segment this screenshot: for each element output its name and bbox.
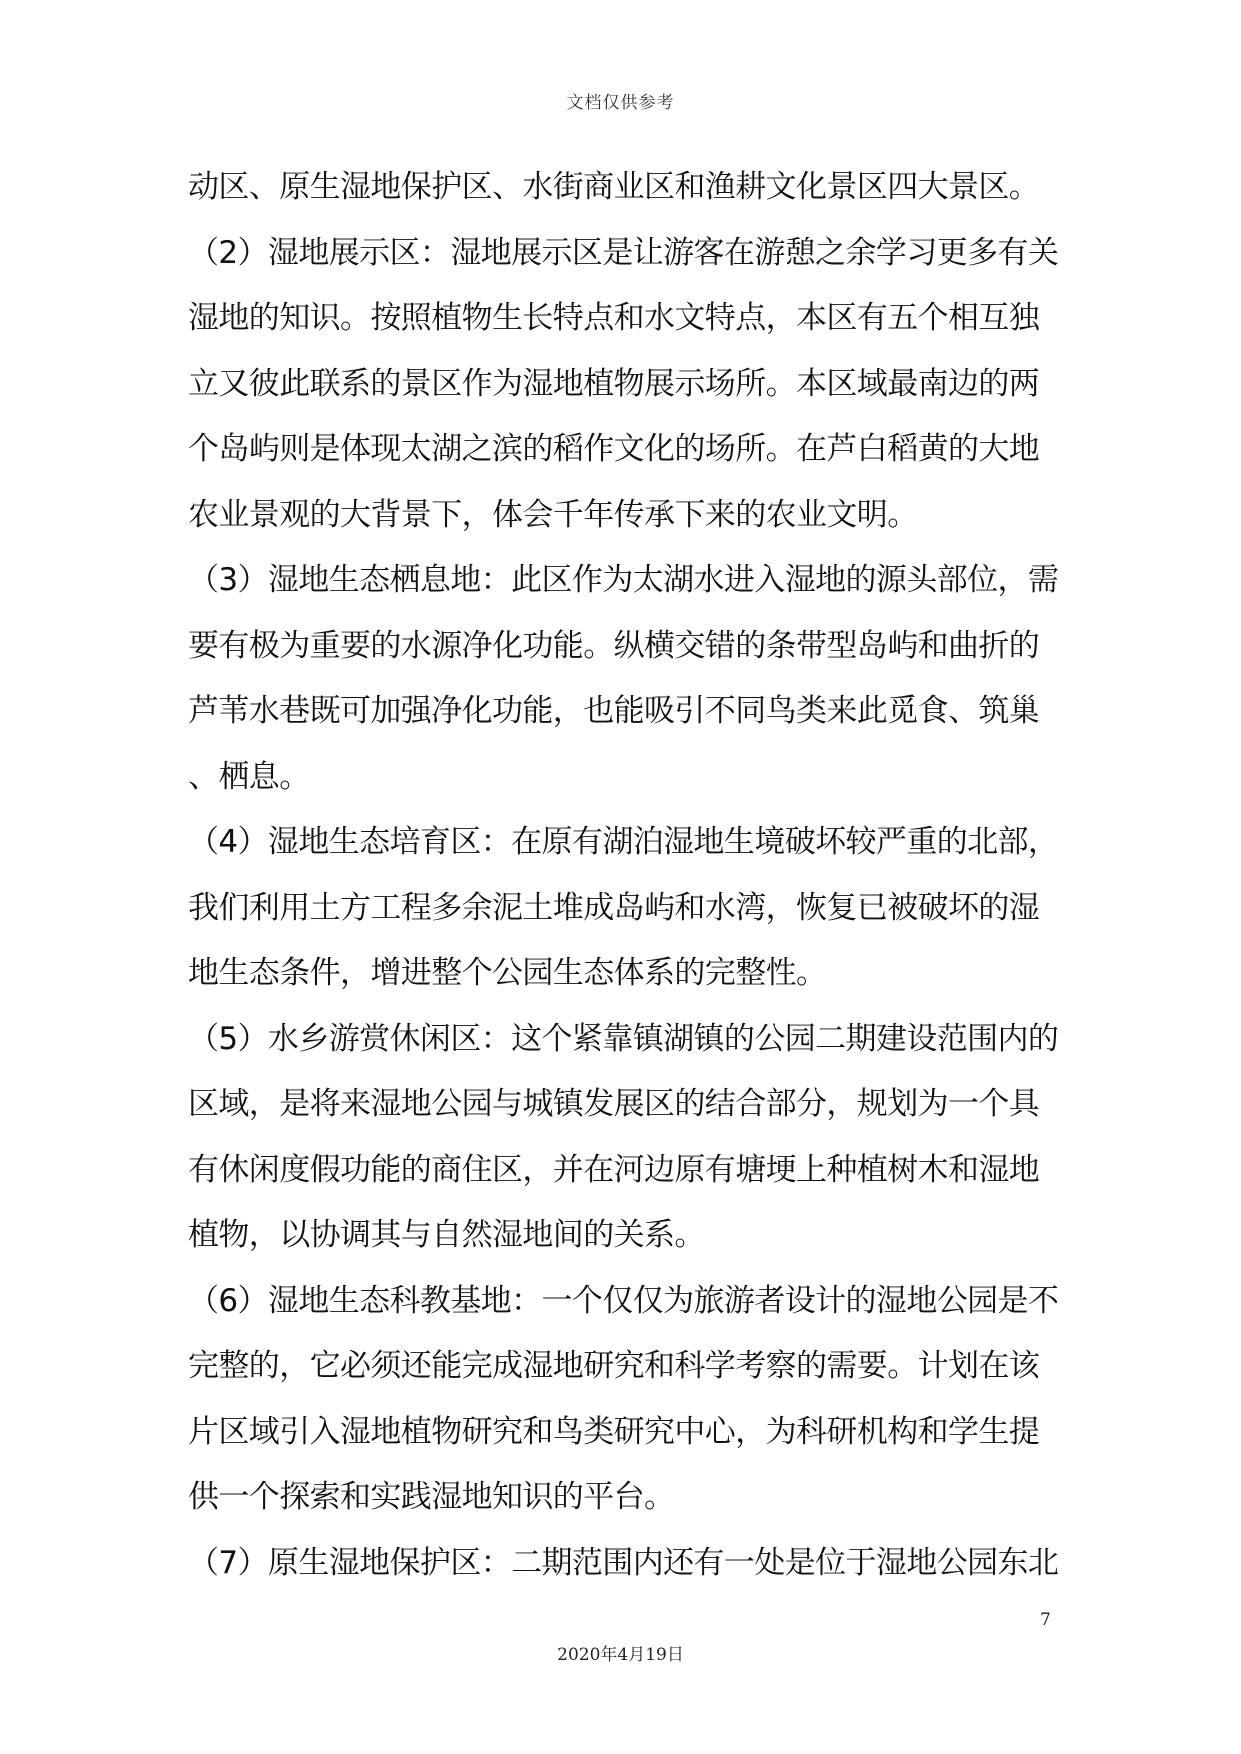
text-line: （7）原生湿地保护区：二期范围内还有一处是位于湿地公园东北: [188, 1544, 1059, 1581]
text-line: 个岛屿则是体现太湖之滨的稻作文化的场所。在芦白稻黄的大地: [188, 431, 1040, 467]
text-line: （4）湿地生态培育区：在原有湖泊湿地生境破坏较严重的北部，: [188, 824, 1059, 860]
text-line: 植物，以协调其与自然湿地间的关系。: [188, 1217, 705, 1253]
text-line: 供一个探索和实践湿地知识的平台。: [188, 1479, 675, 1515]
text-line: 、栖息。: [188, 758, 310, 795]
text-line: （5）水乡游赏休闲区：这个紧靠镇湖镇的公园二期建设范围内的: [188, 1020, 1059, 1057]
footer-date: 2020年4月19日: [557, 1645, 684, 1665]
text-line: 农业景观的大背景下，体会千年传承下来的农业文明。: [188, 496, 918, 533]
text-line: 我们利用土方工程多余泥土堆成岛屿和水湾，恢复已被破坏的湿: [188, 889, 1040, 926]
text-line: 立又彼此联系的景区作为湿地植物展示场所。本区域最南边的两: [188, 365, 1040, 402]
text-line: 芦苇水巷既可加强净化功能，也能吸引不同鸟类来此觅食、筑巢: [188, 693, 1040, 729]
text-line: （6）湿地生态科教基地：一个仅仅为旅游者设计的湿地公园是不: [188, 1282, 1059, 1319]
text-line: 有休闲度假功能的商住区，并在河边原有塘埂上种植树木和湿地: [188, 1151, 1040, 1188]
text-line: 片区域引入湿地植物研究和鸟类研究中心，为科研机构和学生提: [188, 1413, 1040, 1450]
text-line: 动区、原生湿地保护区、水街商业区和渔耕文化景区四大景区。: [188, 169, 1040, 205]
text-line: 区域，是将来湿地公园与城镇发展区的结合部分，规划为一个具: [188, 1086, 1040, 1122]
text-line: 湿地的知识。按照植物生长特点和水文特点，本区有五个相互独: [188, 300, 1040, 336]
body-text: [188, 155, 1068, 1596]
text-line: 地生态条件，增进整个公园生态体系的完整性。: [188, 955, 827, 991]
text-line: 完整的，它必须还能完成湿地研究和科学考察的需要。计划在该: [188, 1348, 1040, 1384]
text-line: （2）湿地展示区：湿地展示区是让游客在游憩之余学习更多有关: [188, 234, 1059, 271]
page-number: 7: [1040, 1610, 1051, 1630]
text-line: （3）湿地生态栖息地：此区作为太湖水进入湿地的源头部位，需: [188, 562, 1059, 598]
text-line: 要有极为重要的水源净化功能。纵横交错的条带型岛屿和曲折的: [188, 627, 1040, 664]
page-header: 文档仅供参考: [566, 93, 675, 113]
